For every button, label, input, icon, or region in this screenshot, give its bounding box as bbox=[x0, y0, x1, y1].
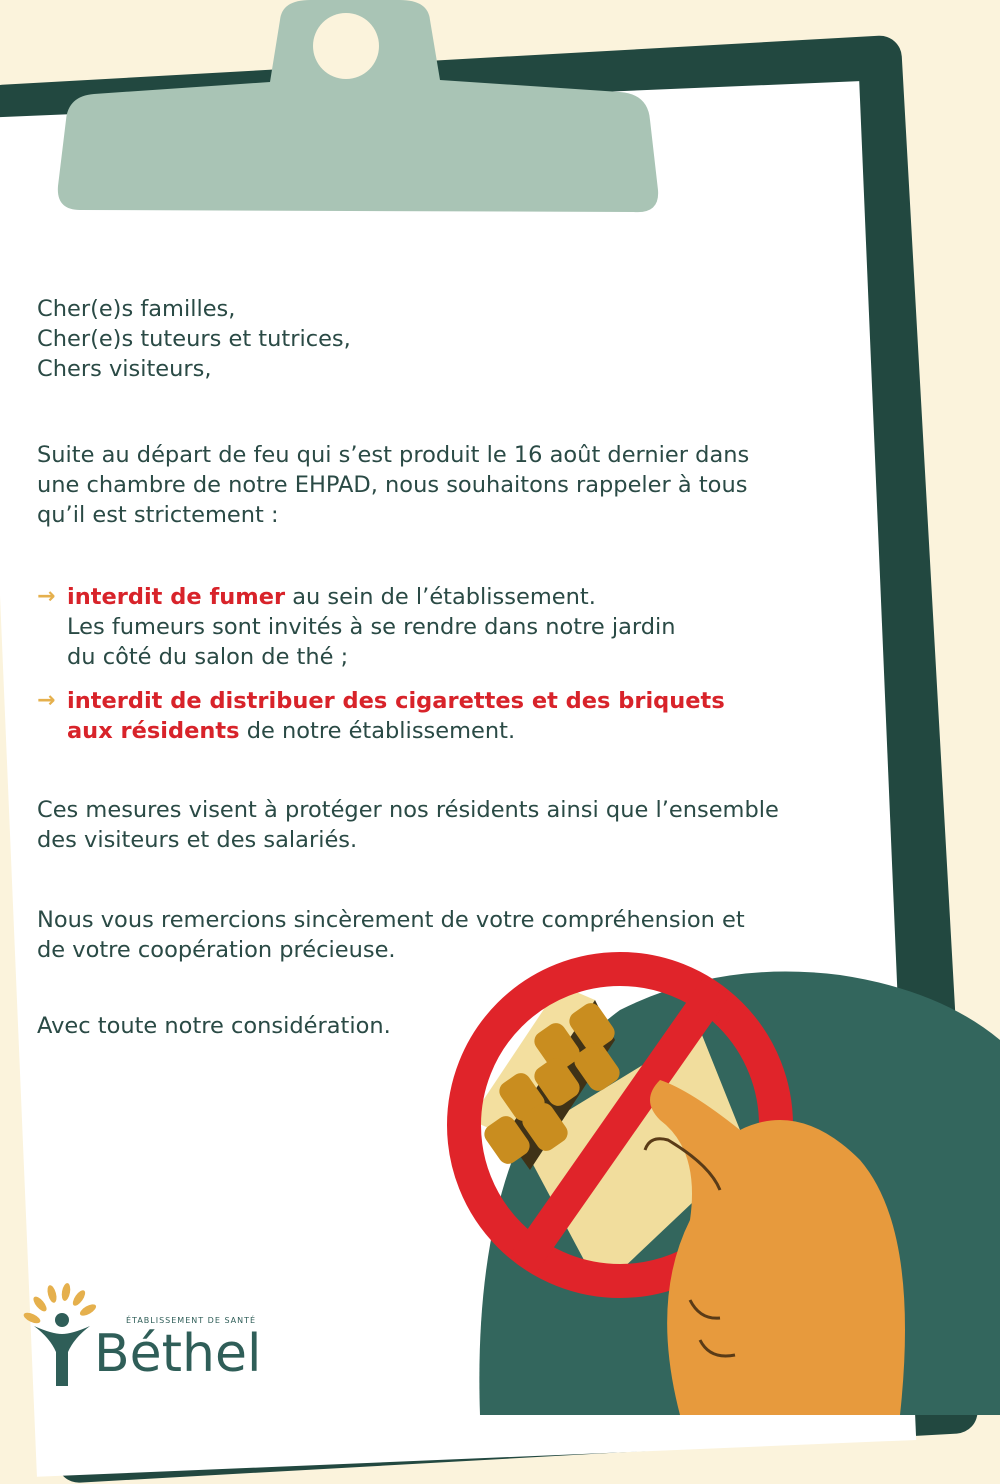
logo-tagline: ÉTABLISSEMENT DE SANTÉ bbox=[126, 1316, 257, 1325]
rule-strong-text: interdit de fumer bbox=[67, 584, 286, 610]
measures-line: des visiteurs et des salariés. bbox=[37, 827, 358, 853]
rule-text: Les fumeurs sont invités à se rendre dans notre jardin bbox=[67, 614, 676, 640]
rule-item-smoking bbox=[37, 582, 725, 672]
measures-paragraph bbox=[37, 795, 779, 855]
bethel-emblem-icon bbox=[22, 1282, 102, 1392]
rule-text: de notre établissement. bbox=[239, 718, 516, 744]
greeting-line: Cher(e)s familles, bbox=[37, 296, 236, 322]
intro-line: une chambre de notre EHPAD, nous souhaitons rappeler à tous bbox=[37, 472, 748, 498]
arrow-right-icon: → bbox=[37, 584, 56, 609]
greeting-line: Cher(e)s tuteurs et tutrices, bbox=[37, 326, 351, 352]
arrow-right-icon: → bbox=[37, 688, 56, 713]
intro-line: Suite au départ de feu qui s’est produit le 16 août dernier dans bbox=[37, 442, 750, 468]
rule-item-distribution bbox=[37, 686, 725, 746]
intro-line: qu’il est strictement : bbox=[37, 502, 279, 528]
intro-paragraph bbox=[37, 440, 749, 530]
thanks-line: de votre coopération précieuse. bbox=[37, 937, 396, 963]
rules-list bbox=[37, 582, 725, 746]
bethel-logo bbox=[22, 1282, 282, 1392]
greetings-block bbox=[37, 294, 351, 384]
greeting-line: Chers visiteurs, bbox=[37, 356, 212, 382]
rule-text: du côté du salon de thé ; bbox=[67, 644, 349, 670]
thanks-line: Nous vous remercions sincèrement de votre compréhension et bbox=[37, 907, 745, 933]
rule-strong-text: interdit de distribuer des cigarettes et des briquets bbox=[67, 688, 725, 714]
logo-name: Béthel bbox=[94, 1324, 262, 1384]
rule-strong-text: aux résidents bbox=[67, 718, 240, 744]
measures-line: Ces mesures visent à protéger nos résidents ainsi que l’ensemble bbox=[37, 797, 779, 823]
thanks-paragraph bbox=[37, 905, 745, 965]
closing-line: Avec toute notre considération. bbox=[37, 1013, 391, 1039]
rule-text: au sein de l’établissement. bbox=[285, 584, 596, 610]
